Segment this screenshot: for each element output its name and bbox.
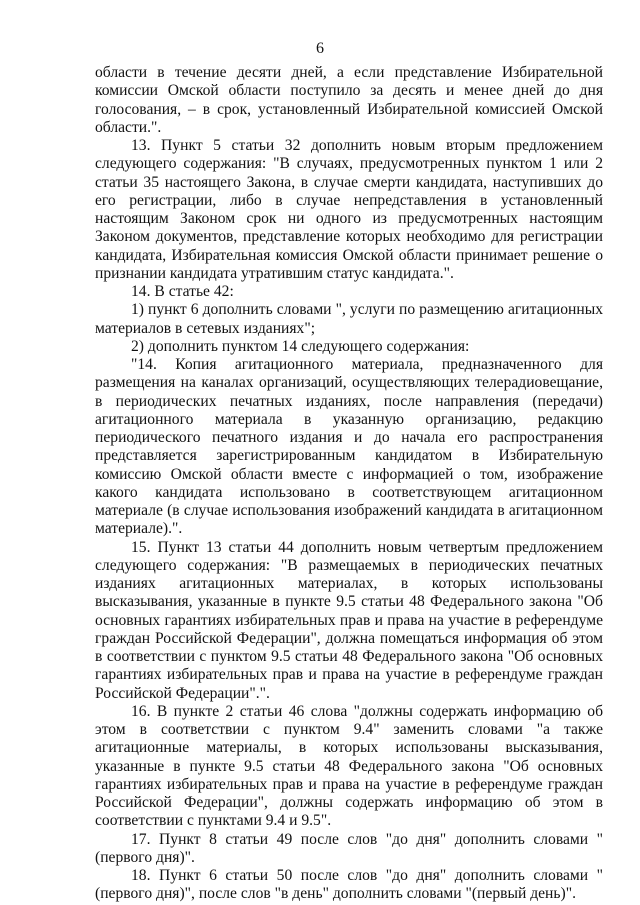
paragraph-item-14: 14. В статье 42: bbox=[131, 283, 234, 300]
paragraph-item-14-sub-1: 1) пункт 6 дополнить словами ", услуги по размещению агитационных материалов в сетевых изданиях"; bbox=[95, 301, 603, 337]
paragraph-item-17: 17. Пункт 8 статьи 49 после слов "до дня" дополнить словами "(первого дня)". bbox=[95, 830, 603, 866]
paragraph-item-14-quote: "14. Копия агитационного материала, предназначенного для размещения на каналах организаций, осуществляющих телерадиовещание, в периодических печатных изданиях, после направления (передачи) агитационного материала в указанную организацию, редакцию периодического печатного издания и до начала его распространения представляется зарегистрированным кандидатом в Избирательную комиссию Омской области вместе с информацией о том, изображение какого кандидата использовано в соответствующем агитационном материале (в случае использования изображений кандидата в агитационном материале).". bbox=[95, 356, 603, 538]
paragraph-item-16: 16. В пункте 2 статьи 46 слова "должны содержать информацию об этом в соответствии с пунктом 9.4" заменить словами "а также агитационные материалы, в которых использованы высказывания, указанные в пункте 9.5 статьи 48 Федерального закона "Об основных гарантиях избирательных прав и права на участие в референдуме граждан Российской Федерации", должны содержать информацию об этом в соответствии с пунктами 9.4 и 9.5". bbox=[95, 702, 603, 830]
page-number: 6 bbox=[316, 40, 324, 57]
paragraph-item-14-sub-2: 2) дополнить пунктом 14 следующего содержания: bbox=[131, 337, 470, 355]
paragraph-item-15: 15. Пункт 13 статьи 44 дополнить новым четвертым предложением следующего содержания: "В размещаемых в периодических печатных изданиях агитационных материалах, в которых использованы высказывания, указанные в пункте 9.5 статьи 48 Федерального закона "Об основных гарантиях избирательных прав и права на участие в референдуме граждан Российской Федерации", должна помещаться информация об этом в соответствии с пунктом 9.5 статьи 48 Федерального закона "Об основных гарантиях избирательных прав и права на участие в референдуме граждан Российской Федерации".". bbox=[95, 538, 603, 702]
paragraph-continuation: области в течение десяти дней, а если представление Избирательной комиссии Омской области поступило за десять и менее дней до дня голосования, – в срок, установленный Избирательной комиссией Омской области.". bbox=[95, 64, 603, 136]
paragraph-item-13: 13. Пункт 5 статьи 32 дополнить новым вторым предложением следующего содержания: "В случаях, предусмотренных пунктом 1 или 2 статьи 35 настоящего Закона, в случае смерти кандидата, наступивших до его регистрации, либо в случае непредставления в установленный настоящим Законом срок ни одного из предусмотренных настоящим Законом документов, представление которых необходимо для регистрации кандидата, Избирательная комиссия Омской области принимает решение о признании кандидата утратившим статус кандидата.". bbox=[95, 137, 603, 282]
paragraph-item-18: 18. Пункт 6 статьи 50 после слов "до дня" дополнить словами "(первого дня)", после слов "в день" дополнить словами "(первый день)". bbox=[95, 867, 603, 903]
document-body bbox=[95, 64, 603, 904]
